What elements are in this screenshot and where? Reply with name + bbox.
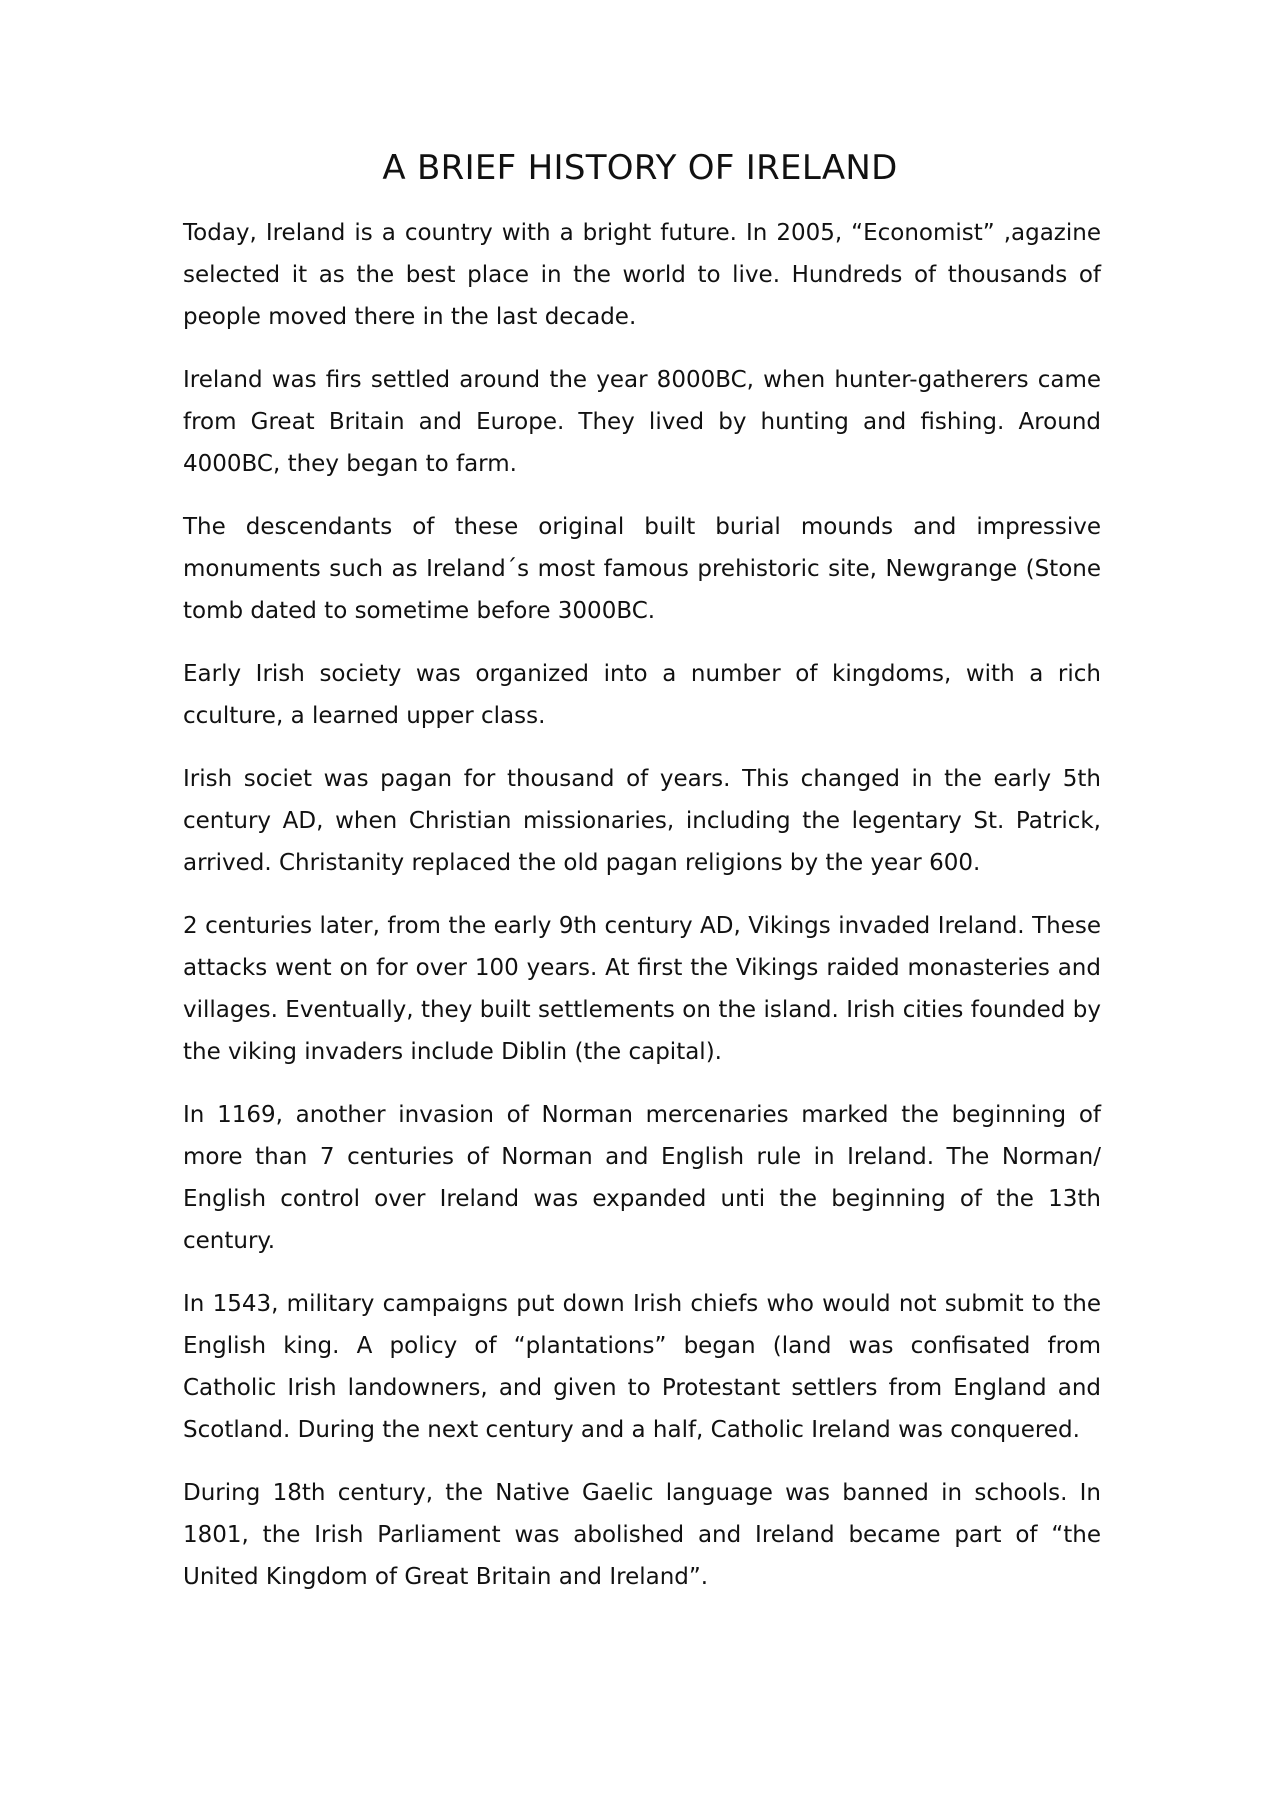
paragraph-2: Ireland was firs settled around the year 8000BC, when hunter-gatherers came from Great Britain and Europe. They lived by hunting and fishing. Around 4000BC, they began to farm. (183, 367, 1101, 477)
paragraph-8: In 1543, military campaigns put down Irish chiefs who would not submit to the English king. A policy of “plantations” began (land was confisated from Catholic Irish landowners, and given to Protestant settlers from England and Scotland. During the next century and a half, Catholic Ireland was conquered. (183, 1291, 1101, 1443)
paragraph-6: 2 centuries later, from the early 9th century AD, Vikings invaded Ireland. These attacks went on for over 100 years. At first the Vikings raided monasteries and villages. Eventually, they built settlements on the island. Irish cities founded by the viking invaders include Diblin (the capital). (183, 913, 1101, 1065)
document-body (183, 212, 1101, 1619)
paragraph-9: During 18th century, the Native Gaelic language was banned in schools. In 1801, the Irish Parliament was abolished and Ireland became part of “the United Kingdom of Great Britain and Ireland”. (183, 1480, 1101, 1590)
paragraph-5: Irish societ was pagan for thousand of years. This changed in the early 5th century AD, when Christian missionaries, including the legentary St. Patrick, arrived. Christanity replaced the old pagan religions by the year 600. (183, 766, 1101, 876)
document-title: A BRIEF HISTORY OF IRELAND (382, 148, 898, 188)
paragraph-3: The descendants of these original built burial mounds and impressive monuments such as Ireland´s most famous prehistoric site, Newgrange (Stone tomb dated to sometime before 3000BC. (183, 514, 1101, 624)
paragraph-7: In 1169, another invasion of Norman mercenaries marked the beginning of more than 7 centuries of Norman and English rule in Ireland. The Norman/ English control over Ireland was expanded unti the beginning of the 13th century. (183, 1102, 1101, 1254)
paragraph-4: Early Irish society was organized into a number of kingdoms, with a rich cculture, a learned upper class. (183, 661, 1101, 729)
paragraph-1: Today, Ireland is a country with a bright future. In 2005, “Economist” ,agazine selected it as the best place in the world to live. Hundreds of thousands of people moved there in the last decade. (183, 220, 1101, 330)
